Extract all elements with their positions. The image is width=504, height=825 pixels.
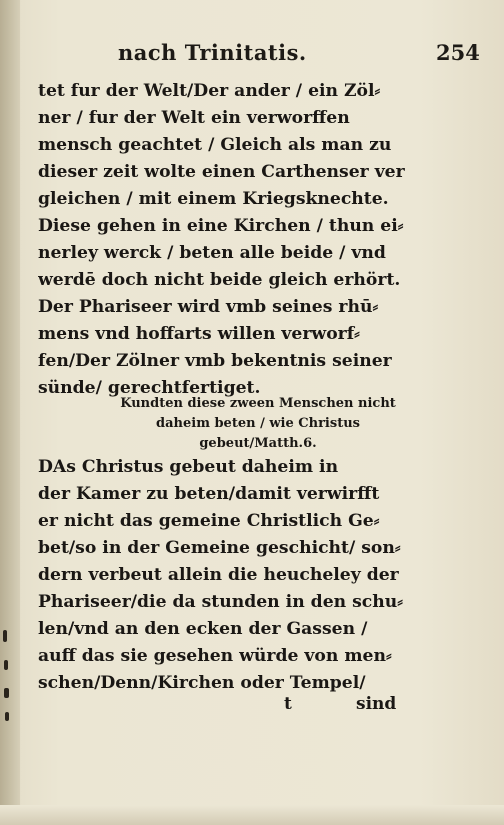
section-heading (58, 394, 458, 454)
page-footer (0, 694, 504, 724)
heading-line: gebeut/Matth.6. (199, 436, 317, 451)
ink-speck (4, 660, 8, 670)
paragraph-2 (38, 454, 483, 697)
text-line: nerley werck / beten alle beide / vnd (38, 243, 386, 263)
heading-line: daheim beten / wie Christus (156, 416, 360, 431)
text-line: auff das sie gesehen würde von men⸗ (38, 646, 392, 666)
text-line: tet fur der Welt/Der ander / ein Zöl⸗ (38, 81, 381, 101)
text-line: gleichen / mit einem Kriegsknechte. (38, 189, 389, 209)
text-line: sünde/ gerechtfertiget. (38, 378, 261, 398)
running-head: nach Trinitatis. (118, 40, 307, 65)
text-line: mensch geachtet / Gleich als man zu (38, 135, 392, 155)
text-line: Diese gehen in eine Kirchen / thun ei⸗ (38, 216, 404, 236)
signature-mark: t (284, 694, 292, 714)
text-line: bet/so in der Gemeine geschicht/ son⸗ (38, 538, 401, 558)
paragraph-1 (38, 78, 483, 402)
ink-speck (4, 688, 9, 698)
text-line: Der Phariseer wird vmb seines rhū⸗ (38, 297, 379, 317)
text-line: ner / fur der Welt ein verworffen (38, 108, 350, 128)
page-bottom-edge (0, 805, 504, 825)
text-line: len/vnd an den ecken der Gassen / (38, 619, 368, 639)
text-line: mens vnd hoffarts willen verworf⸗ (38, 324, 360, 344)
text-line: dieser zeit wolte einen Carthenser ver (38, 162, 405, 182)
page-header (0, 40, 504, 70)
text-line: DAs Christus gebeut daheim in (38, 457, 339, 477)
ink-speck (3, 630, 7, 642)
text-line: werdē doch nicht beide gleich erhört. (38, 270, 401, 290)
text-line: dern verbeut allein die heucheley der (38, 565, 399, 585)
catchword: sind (356, 694, 397, 714)
ink-speck (5, 712, 9, 721)
text-line: fen/Der Zölner vmb bekentnis seiner (38, 351, 392, 371)
heading-line: Kundten diese zween Menschen nicht (120, 396, 396, 411)
text-line: er nicht das gemeine Christlich Ge⸗ (38, 511, 380, 531)
text-line: schen/Denn/Kirchen oder Tempel/ (38, 673, 366, 693)
page-number: 254 (436, 40, 480, 65)
text-line: Phariseer/die da stunden in den schu⸗ (38, 592, 403, 612)
text-line: der Kamer zu beten/damit verwirfft (38, 484, 380, 504)
